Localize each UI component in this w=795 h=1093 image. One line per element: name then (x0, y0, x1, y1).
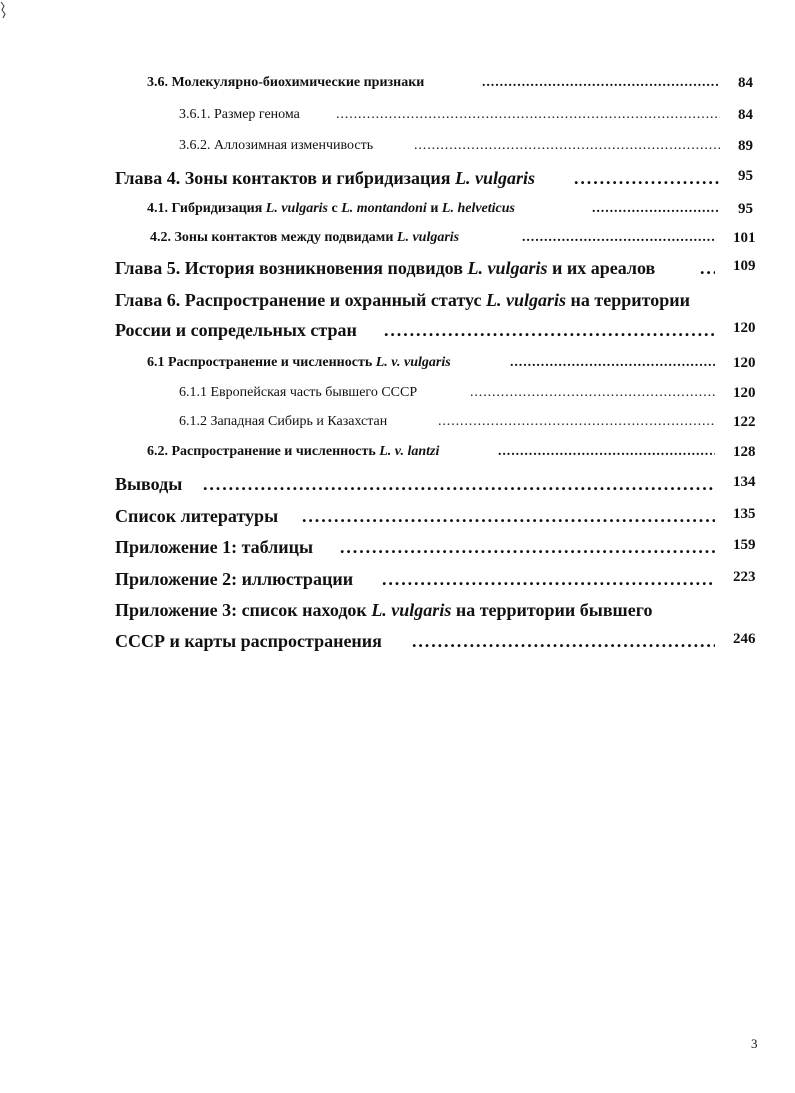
toc-dot-leader (412, 631, 715, 652)
toc-page-number: 84 (738, 75, 753, 91)
toc-entry-title (115, 290, 690, 311)
toc-title-part: Выводы (115, 474, 183, 494)
toc-page-number: 95 (738, 201, 753, 217)
toc-title-italic-part: L. v. lantzi (379, 444, 440, 459)
toc-entry (179, 414, 760, 438)
toc-title-part: Глава 4. Зоны контактов и гибридизация (115, 168, 455, 188)
toc-page-number: 135 (733, 506, 756, 522)
toc-entry-title (147, 201, 515, 217)
toc-entry-title (115, 506, 278, 527)
toc-entry (115, 537, 760, 561)
toc-page-number: 109 (733, 258, 756, 274)
toc-entry (147, 444, 760, 468)
toc-dot-leader (414, 138, 720, 154)
toc-entry (115, 168, 760, 192)
toc-title-part: 6.1 Распространение и численность (147, 355, 376, 370)
toc-entry-title (115, 600, 652, 621)
toc-entry (150, 230, 760, 254)
toc-title-part: на территории (566, 290, 690, 310)
toc-dot-leader (302, 506, 715, 527)
toc-entry-title (150, 230, 459, 246)
toc-title-italic-part: L. vulgaris (454, 168, 535, 188)
toc-title-part: 3.6.1. Размер генома (179, 107, 300, 122)
toc-entry (115, 290, 760, 314)
toc-title-part: 6.2. Распространение и численность (147, 444, 380, 459)
toc-title-italic-part: L. montandoni (341, 201, 427, 216)
toc-entry (147, 355, 760, 379)
toc-entry-title (147, 75, 424, 91)
toc-title-part: с (328, 201, 342, 216)
toc-dot-leader (482, 75, 720, 91)
toc-title-part: СССР и карты распространения (115, 631, 382, 651)
toc-entry-title (115, 320, 357, 341)
toc-dot-leader (510, 355, 715, 371)
toc-page-number: 89 (738, 138, 753, 154)
toc-title-part: 4.2. Зоны контактов между подвидами (150, 230, 397, 245)
toc-page-number: 101 (733, 230, 756, 246)
toc-entry-title (115, 631, 382, 652)
toc-entry (115, 320, 760, 344)
toc-title-part: Приложение 1: таблицы (115, 537, 314, 557)
toc-title-part: Приложение 2: иллюстрации (115, 569, 354, 589)
toc-entry-title (179, 385, 417, 401)
toc-dot-leader (574, 168, 720, 189)
toc-page-number: 246 (733, 631, 756, 647)
toc-entry (115, 631, 760, 655)
toc-page-number: 120 (733, 385, 756, 401)
toc-title-part: на территории бывшего (451, 600, 653, 620)
toc-page-number: 84 (738, 107, 753, 123)
toc-entry-title (179, 107, 300, 123)
toc-dot-leader (203, 474, 715, 495)
toc-entry (115, 258, 760, 282)
toc-page-number: 223 (733, 569, 756, 585)
toc-title-italic-part: L. vulgaris (486, 290, 567, 310)
toc-entry-title (115, 168, 535, 189)
toc-entry-title (115, 537, 313, 558)
toc-dot-leader (592, 201, 720, 217)
toc-title-part: Глава 6. Распространение и охранный статус (115, 290, 486, 310)
toc-entry (115, 569, 760, 593)
toc-title-part: 6.1.2 Западная Сибирь и Казахстан (179, 414, 388, 429)
toc-title-part: Список литературы (115, 506, 279, 526)
toc-entry-title (115, 474, 182, 495)
toc-title-italic-part: L. vulgaris (396, 230, 460, 245)
toc-entry (115, 506, 760, 530)
toc-title-part: 4.1. Гибридизация (147, 201, 266, 216)
toc-title-part: 6.1.1 Европейская часть бывшего СССР (179, 385, 418, 400)
toc-dot-leader (336, 107, 720, 123)
toc-title-part: России и сопредельных стран (115, 320, 357, 340)
toc-title-italic-part: L. vulgaris (467, 258, 548, 278)
toc-entry (179, 107, 760, 131)
toc-dot-leader (470, 385, 715, 401)
page-number: 3 (751, 1036, 758, 1051)
toc-title-part: и их ареалов (547, 258, 656, 278)
toc-dot-leader (438, 414, 715, 430)
toc-title-italic-part: L. vulgaris (371, 600, 452, 620)
toc-entry-title (147, 355, 451, 371)
toc-title-part: 3.6.2. Аллозимная изменчивость (179, 138, 374, 153)
toc-entry (147, 75, 760, 99)
toc-page-number: 159 (733, 537, 756, 553)
toc-dot-leader (384, 320, 715, 341)
toc-dot-leader (382, 569, 715, 590)
toc-title-italic-part: L. vulgaris (265, 201, 329, 216)
toc-entry-title (179, 414, 387, 430)
toc-title-italic-part: L. helveticus (441, 201, 516, 216)
toc-title-part: и (426, 201, 442, 216)
toc-page-number: 120 (733, 320, 756, 336)
toc-title-italic-part: L. v. vulgaris (375, 355, 451, 370)
toc-entry-title (115, 569, 353, 590)
toc-title-part: Глава 5. История возникновения подвидов (115, 258, 468, 278)
toc-entry-title (179, 138, 373, 154)
toc-entry-title (147, 444, 439, 460)
toc-dot-leader (522, 230, 715, 246)
toc-entry (115, 474, 760, 498)
toc-entry (115, 600, 760, 624)
toc-page-number: 95 (738, 168, 753, 184)
toc-page-number: 122 (733, 414, 756, 430)
toc-title-part: 3.6. Молекулярно-биохимические признаки (147, 75, 425, 90)
toc-entry-title (115, 258, 655, 279)
toc-entry (147, 201, 760, 225)
toc-title-part: Приложение 3: список находок (115, 600, 372, 620)
toc-dot-leader (700, 258, 715, 279)
toc-page-number: 128 (733, 444, 756, 460)
toc-entry (179, 138, 760, 162)
toc-page-number: 134 (733, 474, 756, 490)
scan-artifact-mark (0, 0, 6, 20)
toc-page-number: 120 (733, 355, 756, 371)
toc-entry (179, 385, 760, 409)
toc-dot-leader (340, 537, 715, 558)
toc-dot-leader (498, 444, 715, 460)
